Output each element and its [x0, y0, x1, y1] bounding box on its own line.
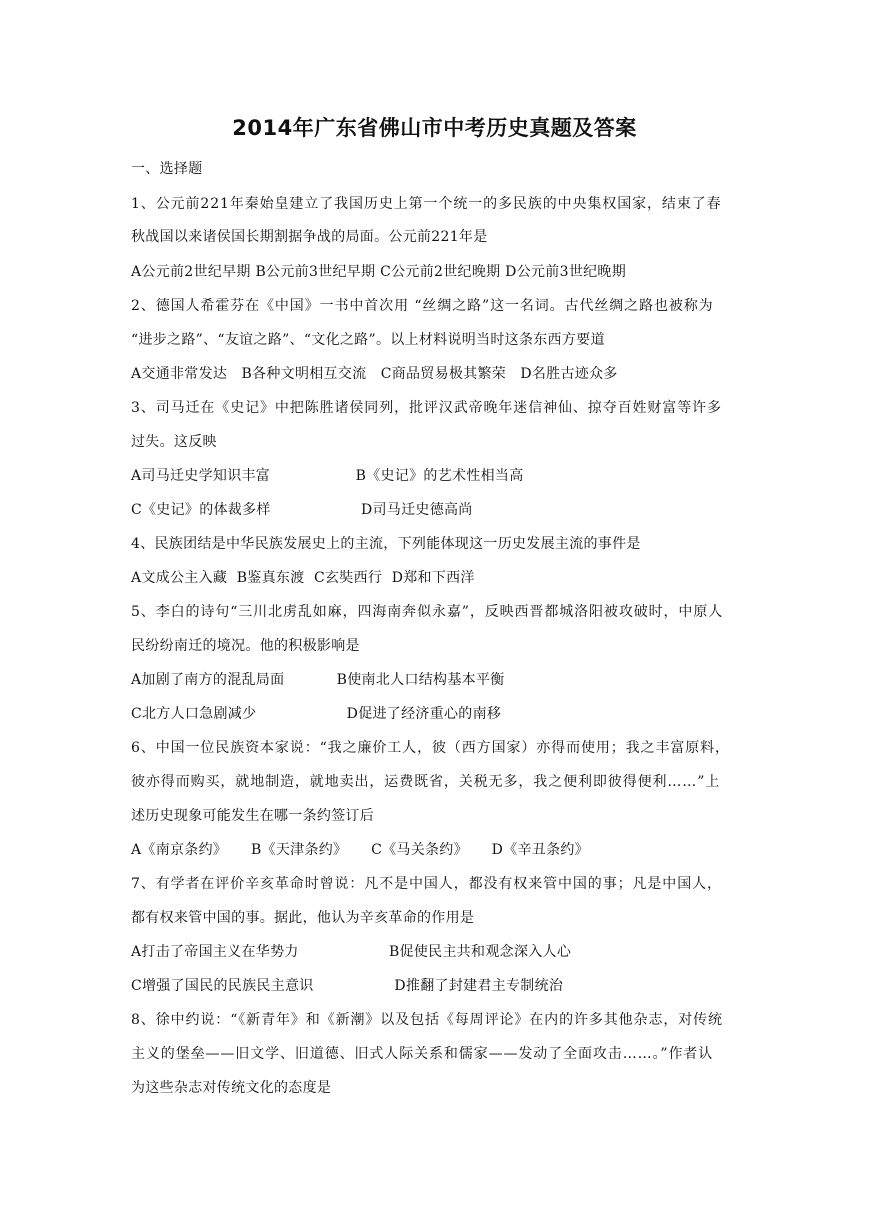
text-line: 为这些杂志对传统文化的态度是	[131, 1080, 332, 1096]
text-line: 彼亦得而购买，就地制造，就地卖出，运费既省，关税无多，我之便利即彼得便利……”上	[131, 774, 721, 790]
text-line: A文成公主入藏 B鉴真东渡 C玄奘西行 D郑和下西洋	[131, 570, 475, 586]
section-heading: 一、选择题	[131, 161, 203, 177]
text-line: C北方人口急剧减少 D促进了经济重心的南移	[131, 706, 502, 722]
text-line: 6、中国一位民族资本家说：“我之廉价工人，彼（西方国家）亦得而使用；我之丰富原料，	[131, 740, 730, 756]
text-line: A打击了帝国主义在华势力 B促使民主共和观念深入人心	[131, 944, 572, 960]
text-line: C增强了国民的民族民主意识 D推翻了封建君主专制统治	[131, 978, 564, 994]
text-line: 秋战国以来诸侯国长期割据争战的局面。公元前221年是	[131, 229, 488, 245]
text-line: 5、李白的诗句“三川北虏乱如麻，四海南奔似永嘉”，反映西晋都城洛阳被攻破时，中原人	[131, 604, 724, 620]
text-line: 过失。这反映	[131, 434, 217, 450]
text-line: A交通非常发达 B各种文明相互交流 C商品贸易极其繁荣 D名胜古迹众多	[131, 366, 618, 382]
text-line: 3、司马迁在《史记》中把陈胜诸侯同列，批评汉武帝晚年迷信神仙、掠夺百姓财富等许多	[131, 400, 722, 416]
text-line: 民纷纷南迁的境况。他的积极影响是	[131, 638, 360, 654]
text-line: A司马迁史学知识丰富 B《史记》的艺术性相当高	[131, 468, 524, 484]
text-line: A公元前2世纪早期 B公元前3世纪早期 C公元前2世纪晚期 D公元前3世纪晚期	[131, 264, 627, 280]
text-line: 7、有学者在评价辛亥革命时曾说：凡不是中国人，都没有权来管中国的事；凡是中国人，	[131, 876, 722, 892]
text-line: 都有权来管中国的事。据此，他认为辛亥革命的作用是	[131, 910, 475, 926]
text-line: 1、公元前221年秦始皇建立了我国历史上第一个统一的多民族的中央集权国家，结束了春	[131, 196, 722, 212]
text-line: A加剧了南方的混乱局面 B使南北人口结构基本平衡	[131, 672, 505, 688]
page-title: 2014年广东省佛山市中考历史真题及答案	[232, 116, 637, 140]
text-line: 述历史现象可能发生在哪一条约签订后	[131, 808, 375, 824]
text-line: 2、德国人希霍芬在《中国》一书中首次用 “丝绸之路”这一名词。古代丝绸之路也被称为	[131, 298, 714, 314]
text-line: A《南京条约》 B《天津条约》 C《马关条约》 D《辛丑条约》	[131, 842, 589, 858]
text-line: 4、民族团结是中华民族发展史上的主流，下列能体现这一历史发展主流的事件是	[131, 536, 641, 552]
text-line: C《史记》的体裁多样 D司马迁史德高尚	[131, 502, 473, 518]
text-line: 主义的堡垒——旧文学、旧道德、旧式人际关系和儒家——发动了全面攻击……。”作者认	[131, 1046, 714, 1062]
text-line: “进步之路”、“友谊之路”、“文化之路”。以上材料说明当时这条东西方要道	[131, 332, 605, 348]
text-line: 8、徐中约说：“《新青年》和《新潮》以及包括《每周评论》在内的许多其他杂志，对传统	[131, 1012, 723, 1028]
